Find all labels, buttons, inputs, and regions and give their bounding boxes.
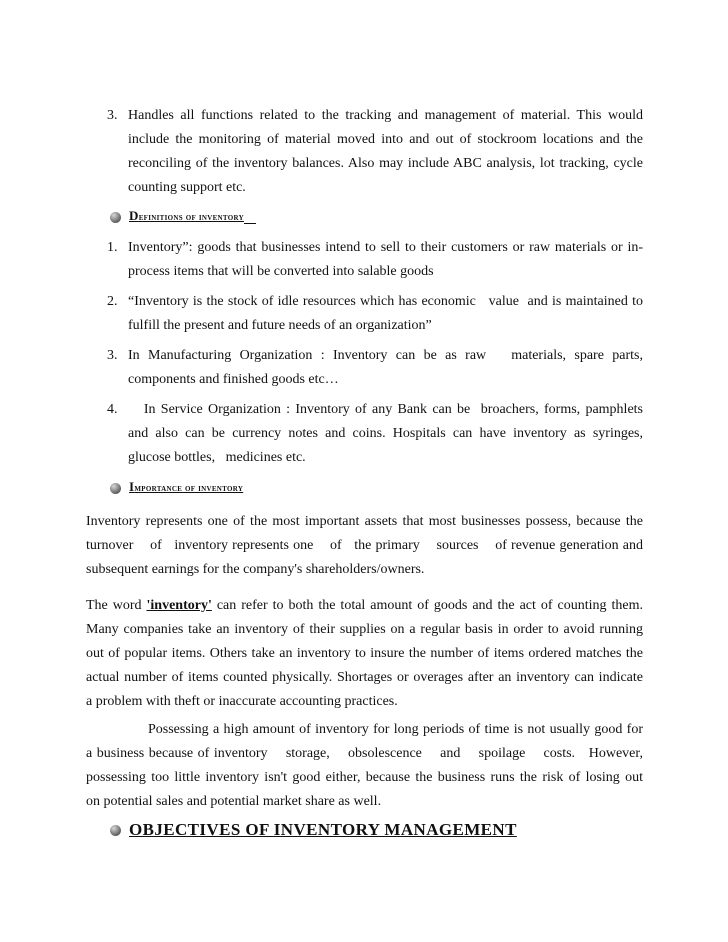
text-line: possessing too little inventory isn't good either, because the business runs the risk of losing out — [86, 770, 643, 785]
text-line: “Inventory is the stock of idle resources which has economic value and is maintained to — [128, 294, 643, 309]
text-line: Possessing a high amount of inventory for long periods of time is not usually good for — [148, 722, 643, 737]
text-line: fulfill the present and future needs of an organization” — [128, 318, 432, 333]
text-line: glucose bottles, medicines etc. — [128, 450, 306, 465]
text-line: Handles all functions related to the tracking and management of material. This would — [128, 108, 643, 123]
paragraph — [86, 510, 643, 582]
text-line: Inventory”: goods that businesses intend to sell to their customers or raw materials or in- — [128, 240, 643, 255]
text-line: In Service Organization : Inventory of any Bank can be broachers, forms, pamphlets — [128, 402, 643, 417]
list-number: 3. — [107, 108, 118, 123]
text-line: process items that will be converted into salable goods — [128, 264, 434, 279]
text-line: turnover of inventory represents one of the primary sources of revenue generation and — [86, 538, 643, 553]
text-line: reconciling of the inventory balances. Also may include ABC analysis, lot tracking, cycle — [128, 156, 643, 171]
list-item-text — [128, 398, 643, 470]
highlighted-term: 'inventory' — [146, 598, 212, 613]
text-line: include the monitoring of material moved into and out of stockroom locations and the — [128, 132, 643, 147]
list-item-text — [128, 290, 643, 338]
list-item-text — [128, 344, 643, 392]
text-line: Many companies take an inventory of their supplies on a regular basis in order to avoid running — [86, 622, 643, 637]
paragraph — [86, 718, 643, 814]
section-heading-definitions — [110, 205, 256, 229]
list-item-text — [128, 104, 643, 200]
heading-text: OBJECTIVES OF INVENTORY MANAGEMENT — [129, 820, 517, 839]
text-line: actual number of items counted physically. Shortages or overages after an inventory can indicate — [86, 670, 643, 685]
text-line: subsequent earnings for the company's shareholders/owners. — [86, 562, 425, 577]
text-line: counting support etc. — [128, 180, 246, 195]
text-line: on potential sales and potential market share as well. — [86, 794, 382, 809]
text-line: a business because of inventory storage, obsolescence and spoilage costs. However, — [86, 746, 643, 761]
list-number: 3. — [107, 348, 118, 363]
heading-text: Importance of inventory — [129, 479, 244, 494]
bullet-icon — [110, 825, 121, 836]
text-line: In Manufacturing Organization : Inventory can be as raw materials, spare parts, — [128, 348, 643, 363]
heading-text: Definitions of inventory — [129, 208, 244, 223]
heading-underline-tail — [244, 211, 256, 224]
text-line: Inventory represents one of the most important assets that most businesses possess, because the — [86, 514, 643, 529]
text-line: out of popular items. Others take an inventory to insure the number of items ordered matches the — [86, 646, 643, 661]
list-number: 2. — [107, 294, 118, 309]
section-heading-objectives — [110, 818, 517, 842]
list-number: 1. — [107, 240, 118, 255]
text-line: a problem with theft or inaccurate accounting practices. — [86, 694, 398, 709]
text-line: components and finished goods etc… — [128, 372, 339, 387]
list-item-text — [128, 236, 643, 284]
bullet-icon — [110, 483, 121, 494]
list-number: 4. — [107, 402, 118, 417]
paragraph — [86, 594, 643, 714]
section-heading-importance — [110, 476, 243, 500]
bullet-icon — [110, 212, 121, 223]
text-line: The word 'inventory' can refer to both the total amount of goods and the act of counting them. — [86, 598, 643, 613]
text-line: and also can be currency notes and coins. Hospitals can have inventory as syringes, — [128, 426, 643, 441]
